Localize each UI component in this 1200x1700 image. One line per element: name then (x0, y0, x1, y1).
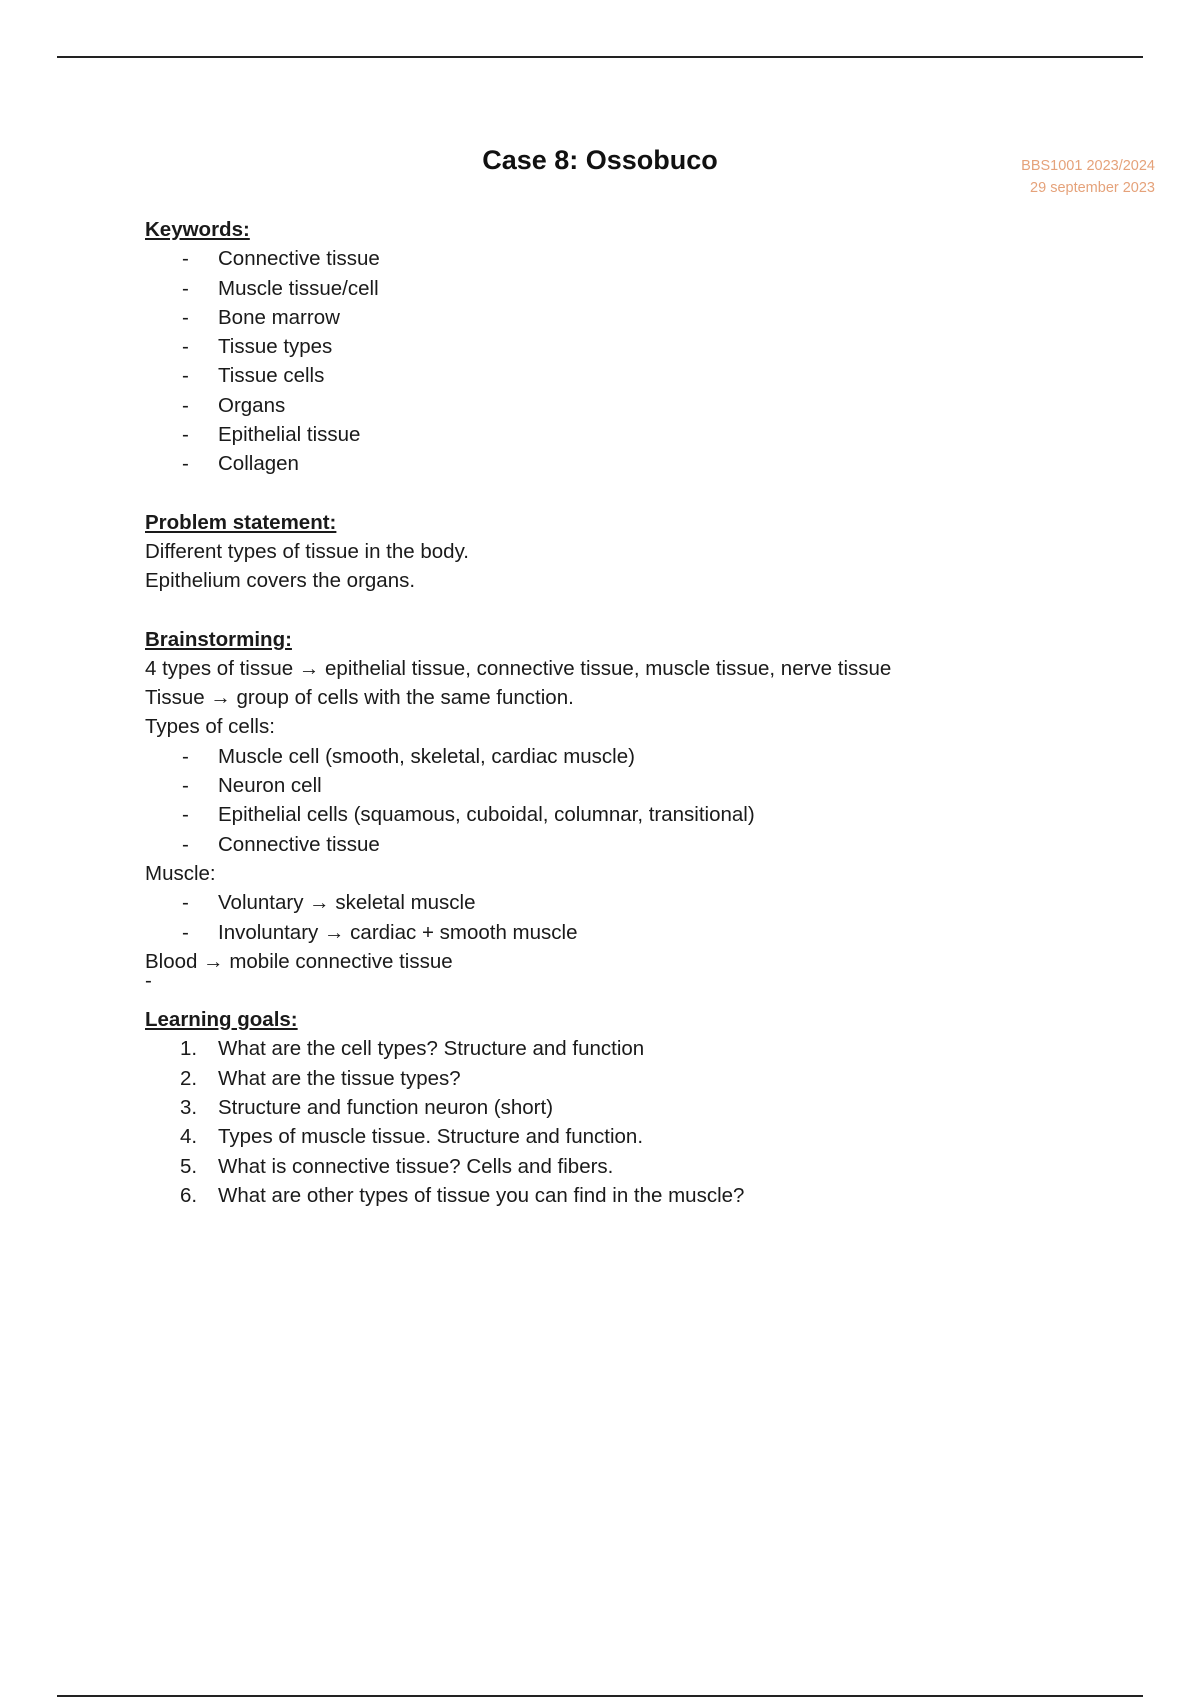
bullet-dash: - (182, 423, 189, 447)
bullet-dash: - (182, 364, 189, 388)
bullet-dash: - (182, 803, 189, 827)
bullet-dash: - (182, 920, 189, 944)
list-item: 1. What are the cell types? Structure and function (145, 1034, 1045, 1063)
keywords-heading: Keywords: (145, 218, 250, 241)
header-meta (1021, 155, 1155, 199)
course-code: BBS1001 2023/2024 (1021, 158, 1155, 174)
bottom-rule (57, 1695, 1143, 1697)
brainstorm-line: 4 types of tissue → epithelial tissue, connective tissue, muscle tissue, nerve tissue (145, 656, 892, 680)
list-item: - Neuron cell (145, 771, 1045, 800)
spacer (145, 479, 1045, 508)
blood-line: Blood → mobile connective tissue (145, 949, 453, 973)
problem-line: Different types of tissue in the body. (145, 539, 470, 563)
list-item: - Tissue cells (145, 361, 1045, 390)
list-item: - Bone marrow (145, 303, 1045, 332)
spacer (145, 596, 1045, 625)
stray-dash: - (145, 969, 152, 993)
list-number: 3. (180, 1096, 198, 1120)
bullet-dash: - (182, 774, 189, 798)
brainstorm-heading: Brainstorming: (145, 627, 292, 651)
cell-types-label: Types of cells: (145, 715, 275, 739)
problem-heading: Problem statement: (145, 510, 337, 534)
list-item: - Epithelial cells (squamous, cuboidal, columnar, transitional) (145, 800, 1045, 829)
list-item: 3. Structure and function neuron (short) (145, 1093, 1045, 1122)
document-body (145, 215, 1045, 1210)
list-item: 2. What are the tissue types? (145, 1064, 1045, 1093)
list-item: - Muscle tissue/cell (145, 274, 1045, 303)
bullet-dash: - (182, 276, 189, 300)
muscle-label: Muscle: (145, 861, 216, 885)
list-item: - Organs (145, 391, 1045, 420)
bullet-dash: - (182, 335, 189, 359)
bullet-dash: - (182, 832, 189, 856)
list-item: - Muscle cell (smooth, skeletal, cardiac muscle) (145, 742, 1045, 771)
list-item: - Voluntary → skeletal muscle (145, 888, 1045, 917)
list-item: - Epithelial tissue (145, 420, 1045, 449)
bullet-dash: - (182, 247, 189, 271)
list-number: 2. (180, 1066, 198, 1090)
bullet-dash: - (182, 452, 189, 476)
list-number: 5. (180, 1154, 198, 1178)
bullet-dash: - (182, 305, 189, 329)
list-item: - Connective tissue (145, 244, 1045, 273)
list-number: 1. (180, 1037, 198, 1061)
goals-heading: Learning goals: (145, 1008, 298, 1032)
problem-line: Epithelium covers the organs. (145, 569, 416, 593)
list-item: - Tissue types (145, 332, 1045, 361)
brainstorm-line: Tissue → group of cells with the same function. (145, 686, 574, 710)
bullet-dash: - (182, 744, 189, 768)
list-number: 4. (180, 1125, 198, 1149)
bullet-dash: - (182, 393, 189, 417)
list-item: 5. What is connective tissue? Cells and fibers. (145, 1152, 1045, 1181)
list-number: 6. (180, 1183, 198, 1207)
list-item: - Involuntary → cardiac + smooth muscle (145, 918, 1045, 947)
list-item: 6. What are other types of tissue you can find in the muscle? (145, 1181, 1045, 1210)
stray-dash-line (145, 969, 1045, 1005)
document-date: 29 september 2023 (1030, 180, 1155, 196)
list-item: - Connective tissue (145, 830, 1045, 859)
list-item: 4. Types of muscle tissue. Structure and function. (145, 1122, 1045, 1151)
top-rule (57, 56, 1143, 58)
list-item: - Collagen (145, 449, 1045, 478)
bullet-dash: - (182, 891, 189, 915)
page-title: Case 8: Ossobuco (482, 145, 718, 175)
